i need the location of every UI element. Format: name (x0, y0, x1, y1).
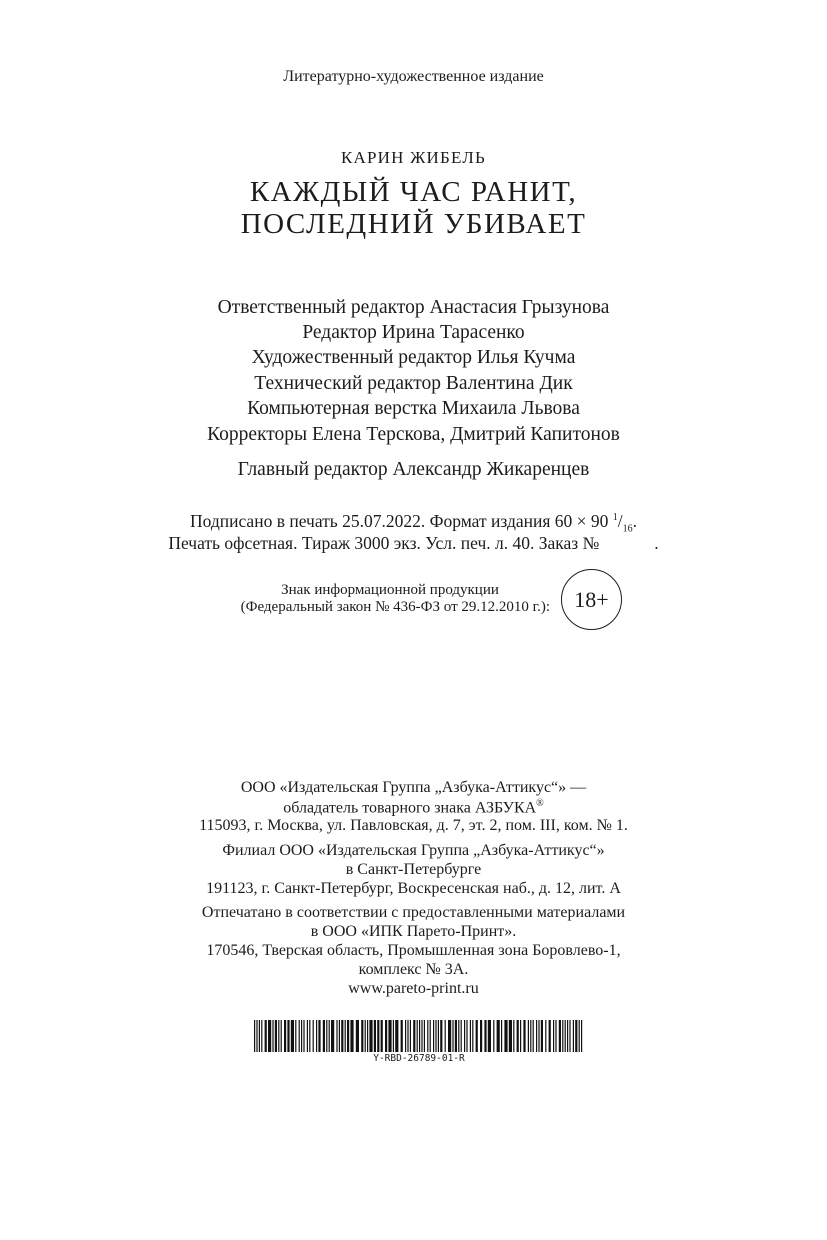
barcode-bar (509, 1020, 512, 1052)
barcode-bar (385, 1020, 387, 1052)
printer-complex: комплекс № 3А. (358, 961, 469, 978)
barcode-bar (356, 1020, 359, 1052)
barcode-bar (336, 1020, 337, 1052)
barcode-bar (523, 1020, 525, 1052)
registered-mark: ® (536, 798, 544, 809)
barcode-bar (533, 1020, 534, 1052)
barcode-bar (559, 1020, 561, 1052)
barcode-bar (530, 1020, 531, 1052)
barcode-bar (455, 1020, 457, 1052)
barcode-bar (281, 1020, 282, 1052)
barcode-bar (488, 1020, 491, 1052)
barcode-bar (419, 1020, 420, 1052)
barcode-bar (307, 1020, 308, 1052)
branch-line-2: в Санкт-Петербурге (345, 861, 482, 878)
branch-line-1: Филиал ООО «Издательская Группа „Азбука-Аттикус“» (222, 842, 605, 859)
barcode-bar (427, 1020, 428, 1052)
barcode-bar (430, 1020, 431, 1052)
print-info-line-2 (0, 533, 827, 554)
barcode-bar (381, 1020, 383, 1052)
barcode-bar (424, 1020, 425, 1052)
barcode-bar (549, 1020, 551, 1052)
barcode-bar (259, 1020, 260, 1052)
barcode-bar (318, 1020, 320, 1052)
barcode-bar (299, 1020, 300, 1052)
barcode-bar (369, 1020, 372, 1052)
barcode-bar (493, 1020, 494, 1052)
print-info-text-2: Печать офсетная. Тираж 3000 экз. Усл. печ. л. 40. Заказ № (168, 533, 600, 553)
barcode-bar (278, 1020, 279, 1052)
book-title-line-1: КАЖДЫЙ ЧАС РАНИТ, (249, 176, 578, 208)
barcode-bar (517, 1020, 519, 1052)
barcode-bar (407, 1020, 408, 1052)
barcode-bar (347, 1020, 349, 1052)
barcode (254, 1020, 584, 1052)
barcode-bar (395, 1020, 398, 1052)
print-info-text: Подписано в печать 25.07.2022. Формат издания 60 × 90 (189, 511, 609, 531)
barcode-bar (377, 1020, 379, 1052)
print-info-end: . (632, 511, 638, 531)
barcode-bar (497, 1020, 500, 1052)
barcode-bar (291, 1020, 294, 1052)
barcode-bar (569, 1020, 570, 1052)
barcode-bar (435, 1020, 436, 1052)
barcode-bar (393, 1020, 394, 1052)
publisher-address: 115093, г. Москва, ул. Павловская, д. 7, эт. 2, пом. III, ком. № 1. (199, 817, 628, 834)
barcode-bar (339, 1020, 340, 1052)
barcode-bar (256, 1020, 257, 1052)
credit-line: Редактор Ирина Тарасенко (302, 322, 525, 343)
barcode-bar (452, 1020, 453, 1052)
barcode-bar (284, 1020, 286, 1052)
publisher-trademark-text: обладатель товарного знака АЗБУКА (283, 799, 537, 817)
barcode-bar (326, 1020, 327, 1052)
barcode-bar (316, 1020, 317, 1052)
barcode-bar (513, 1020, 514, 1052)
barcode-bar (461, 1020, 462, 1052)
printer-line-1: Отпечатано в соответствии с предоставленными материалами (201, 904, 626, 921)
barcode-bar (331, 1020, 334, 1052)
barcode-bar (303, 1020, 304, 1052)
barcode-bar (313, 1020, 314, 1052)
barcode-bar (484, 1020, 486, 1052)
barcode-bar (501, 1020, 502, 1052)
barcode-bar (480, 1020, 482, 1052)
barcode-bar (287, 1020, 289, 1052)
credit-line: Ответственный редактор Анастасия Грызунова (217, 297, 610, 318)
barcode-bar (295, 1020, 296, 1052)
barcode-bar (268, 1020, 271, 1052)
barcode-bar (538, 1020, 539, 1052)
printer-address: 170546, Тверская область, Промышленная зона Боровлево-1, (206, 942, 621, 959)
barcode-bar (581, 1020, 582, 1052)
barcode-bar (401, 1020, 403, 1052)
print-info-end-2: . (654, 533, 659, 553)
format-numerator: 1 (612, 512, 618, 524)
credit-line: Компьютерная верстка Михаила Львова (247, 398, 580, 419)
credit-line: Художественный редактор Илья Кучма (251, 347, 576, 368)
barcode-bar (464, 1020, 465, 1052)
barcode-bar (309, 1020, 310, 1052)
barcode-bar (341, 1020, 343, 1052)
barcode-bar (458, 1020, 459, 1052)
barcode-bar (374, 1020, 376, 1052)
book-title-line-2: ПОСЛЕДНИЙ УБИВАЕТ (240, 208, 587, 240)
barcode-bar (466, 1020, 467, 1052)
barcode-bar (417, 1020, 418, 1052)
barcode-bar (575, 1020, 577, 1052)
barcode-bar (261, 1020, 262, 1052)
barcode-bar (421, 1020, 422, 1052)
barcode-bar (553, 1020, 554, 1052)
barcode-bar (275, 1020, 277, 1052)
barcode-bar (345, 1020, 346, 1052)
barcode-bar (504, 1020, 507, 1052)
barcode-bar (448, 1020, 451, 1052)
barcode-bar (365, 1020, 366, 1052)
barcode-bar (272, 1020, 273, 1052)
barcode-bar (254, 1020, 255, 1052)
publisher-line-1: ООО «Издательская Группа „Азбука-Аттикус“» — (240, 779, 587, 796)
barcode-code: Y-RBD-26789-01-R (373, 1053, 465, 1064)
chief-editor: Главный редактор Александр Жикаренцев (237, 459, 590, 480)
barcode-bar (361, 1020, 363, 1052)
age-sign-label-line-1: Знак информационной продукции (281, 582, 499, 598)
print-info-line-1: Подписано в печать 25.07.2022. Формат издания 60 × 90 $^1/_{16}$. (189, 511, 638, 535)
barcode-bar (567, 1020, 568, 1052)
barcode-bar (536, 1020, 537, 1052)
barcode-bar (329, 1020, 330, 1052)
barcode-bar (323, 1020, 325, 1052)
age-sign-label (170, 582, 550, 616)
credit-line: Технический редактор Валентина Дик (254, 373, 573, 394)
barcode-bar (301, 1020, 302, 1052)
barcode-bar (445, 1020, 446, 1052)
edition-type: Литературно-художественное издание (283, 68, 544, 85)
barcode-bar (541, 1020, 543, 1052)
barcode-bar (413, 1020, 415, 1052)
publisher-line-2 (0, 798, 827, 817)
barcode-bar (528, 1020, 529, 1052)
barcode-bar (573, 1020, 574, 1052)
credit-line: Корректоры Елена Терскова, Дмитрий Капитонов (207, 424, 620, 445)
printer-website: www.pareto-print.ru (348, 980, 479, 997)
barcode-bar (579, 1020, 580, 1052)
barcode-bar (433, 1020, 434, 1052)
barcode-bar (367, 1020, 368, 1052)
barcode-bar (555, 1020, 556, 1052)
barcode-bar (350, 1020, 353, 1052)
barcode-bar (562, 1020, 563, 1052)
barcode-bar (405, 1020, 406, 1052)
barcode-bar (388, 1020, 391, 1052)
author-name: КАРИН ЖИБЕЛЬ (341, 148, 486, 167)
format-denominator: 16 (622, 523, 633, 535)
printer-line-2: в ООО «ИПК Парето-Принт». (310, 923, 517, 940)
barcode-bar (470, 1020, 471, 1052)
barcode-bar (265, 1020, 267, 1052)
barcode-bar (440, 1020, 442, 1052)
age-sign-label-line-2: (Федеральный закон № 436-ФЗ от 29.12.2010 г.): (240, 599, 550, 615)
branch-address: 191123, г. Санкт-Петербург, Воскресенская наб., д. 12, лит. А (206, 880, 621, 897)
barcode-bar (476, 1020, 478, 1052)
barcode-bar (472, 1020, 473, 1052)
age-rating-badge: 18+ (561, 569, 622, 630)
barcode-bar (565, 1020, 566, 1052)
barcode-bar (520, 1020, 521, 1052)
barcode-bar (545, 1020, 546, 1052)
barcode-bar (410, 1020, 411, 1052)
barcode-bar (438, 1020, 439, 1052)
